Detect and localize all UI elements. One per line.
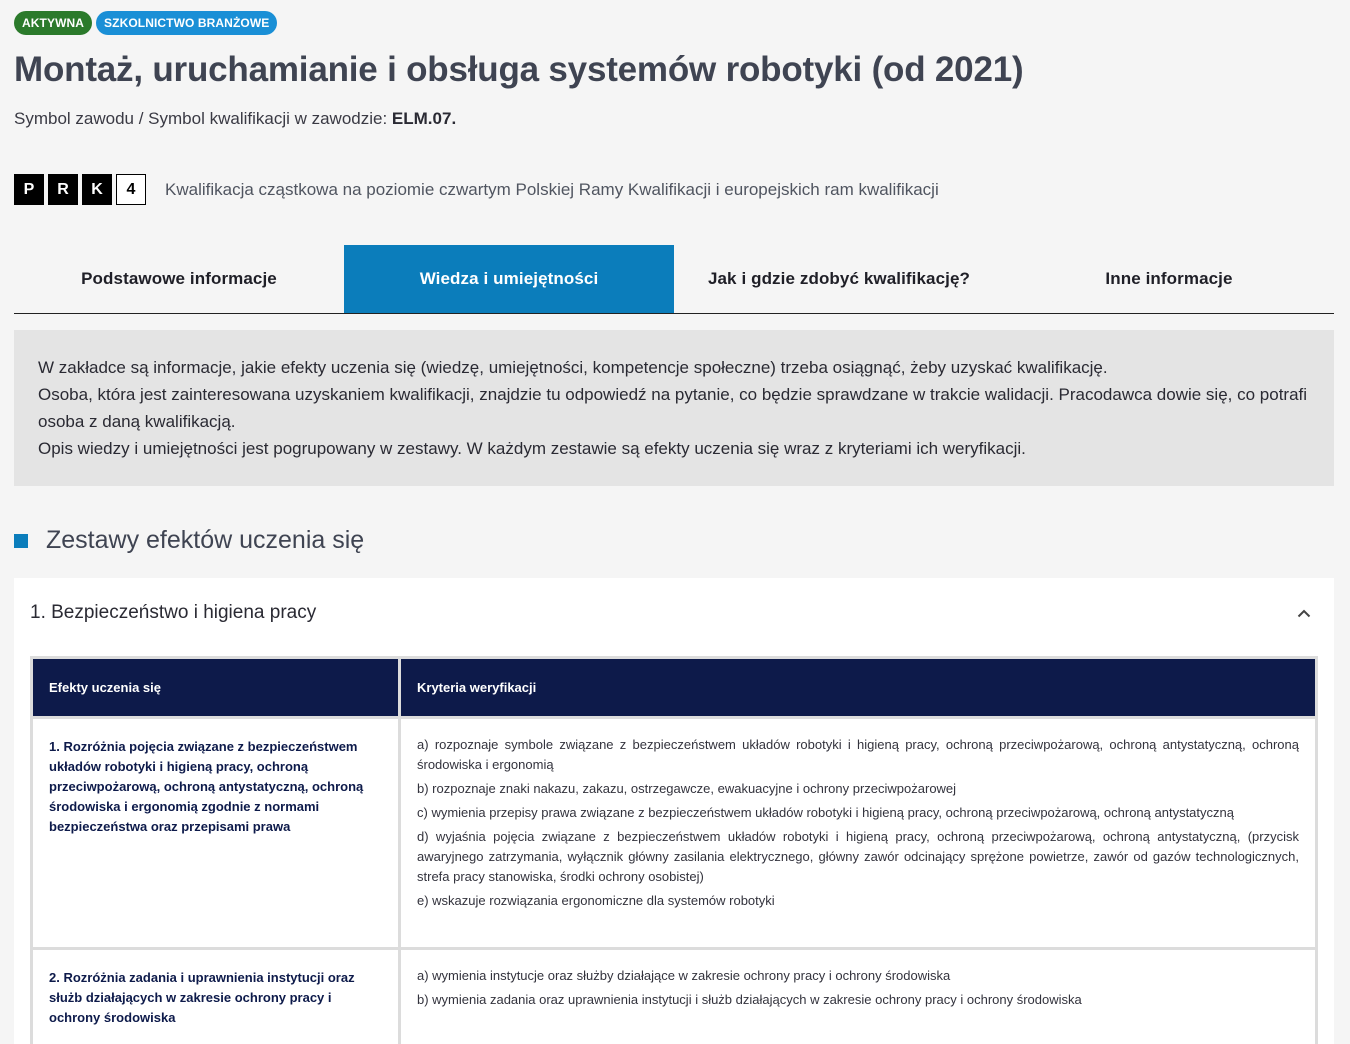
- criteria-cell: [400, 949, 1317, 1044]
- learning-effect: 2. Rozróżnia zadania i uprawnienia instytucji oraz służb działających w zakresie ochrony pracy i ochrony środowiska: [32, 949, 400, 1044]
- table-header-row: [32, 658, 1317, 718]
- criterion: b) rozpoznaje znaki nakazu, zakazu, ostrzegawcze, ewakuacyjne i ochrony przeciwpożarowej: [417, 781, 957, 796]
- criterion: c) wymienia przepisy prawa związane z bezpieczeństwem układów robotyki i higieną pracy, ochroną przeciwpożarową, ochroną antystatyczną: [417, 805, 1234, 820]
- learning-effect: 1. Rozróżnia pojęcia związane z bezpieczeństwem układów robotyki i higieną pracy, ochroną przeciwpożarową, ochroną antystatyczną, ochroną środowiska i ergonomią zgodnie z normami bezpieczeństwa oraz przepisami prawa: [32, 718, 400, 949]
- tab-other-info[interactable]: Inne informacje: [1105, 269, 1233, 288]
- table-row: [32, 718, 1317, 949]
- qualification-symbol: [14, 109, 456, 129]
- prk-level-number: 4: [116, 174, 146, 205]
- learning-set-title: 1. Bezpieczeństwo i higiena pracy: [30, 602, 317, 623]
- symbol-value: ELM.07.: [391, 109, 457, 128]
- table-row: [32, 949, 1317, 1044]
- prk-description: Kwalifikacja cząstkowa na poziomie czwartym Polskiej Ramy Kwalifikacji i europejskich ram kwalifikacji: [165, 179, 939, 199]
- tab-knowledge-skills[interactable]: Wiedza i umiejętności: [344, 245, 674, 313]
- learning-outcomes-table: [30, 656, 1318, 1044]
- badges: [14, 11, 277, 35]
- learning-set-card: [14, 578, 1334, 1044]
- info-line: Osoba, która jest zainteresowana uzyskaniem kwalifikacji, znajdzie tu odpowiedź na pytanie, co będzie sprawdzane w trakcie walidacji. Pracodawca dowie się, co potrafi osoba z daną kwalifikacją.: [38, 385, 1308, 431]
- section-heading: [14, 526, 364, 555]
- info-line: Opis wiedzy i umiejętności jest pogrupowany w zestawy. W każdym zestawie są efekty uczenia się wraz z kryteriami ich weryfikacji.: [38, 439, 1026, 458]
- column-header-effects: Efekty uczenia się: [32, 658, 400, 718]
- prk-level: [14, 174, 939, 205]
- learning-set-header[interactable]: [14, 578, 1334, 648]
- criterion: a) rozpoznaje symbole związane z bezpieczeństwem układów robotyki i higieną pracy, ochroną przeciwpożarową, ochroną antystatyczną, ochroną środowiska i ergonomią: [417, 737, 1299, 772]
- criteria-cell: [400, 718, 1317, 949]
- tab-how-to-obtain[interactable]: Jak i gdzie zdobyć kwalifikację?: [707, 269, 971, 288]
- criterion: d) wyjaśnia pojęcia związane z bezpieczeństwem układów robotyki i higieną pracy, ochroną przeciwpożarową, ochroną antystatyczną, (przycisk awaryjnego zatrzymania, wyłącznik główny zasilania elektrycznego, główny zawór odcinający sprężone powietrze, zawór od gazów technologicznych, strefa pracy stanowiska, środki ochrony osobistej): [417, 829, 1299, 884]
- criterion: a) wymienia instytucje oraz służby działające w zakresie ochrony pracy i ochrony środowiska: [417, 968, 951, 983]
- tabs: [14, 245, 1334, 314]
- prk-letter-p: P: [14, 174, 44, 205]
- section-heading-text: Zestawy efektów uczenia się: [46, 526, 365, 554]
- category-badge: SZKOLNICTWO BRANŻOWE: [96, 11, 277, 35]
- page-title: Montaż, uruchamianie i obsługa systemów robotyki (od 2021): [14, 50, 1024, 89]
- chevron-up-icon[interactable]: [1296, 605, 1312, 621]
- tab-basic-info[interactable]: Podstawowe informacje: [81, 269, 277, 288]
- prk-letter-k: K: [82, 174, 112, 205]
- column-header-criteria: Kryteria weryfikacji: [400, 658, 1317, 718]
- info-line: W zakładce są informacje, jakie efekty uczenia się (wiedzę, umiejętności, kompetencje społeczne) trzeba osiągnąć, żeby uzyskać kwalifikację.: [38, 358, 1108, 377]
- prk-letter-r: R: [48, 174, 78, 205]
- criterion: b) wymienia zadania oraz uprawnienia instytucji i służb działających w zakresie ochrony pracy i ochrony środowiska: [417, 992, 1082, 1007]
- criterion: e) wskazuje rozwiązania ergonomiczne dla systemów robotyki: [417, 893, 775, 908]
- info-box: [14, 330, 1334, 486]
- status-badge: AKTYWNA: [14, 11, 92, 35]
- symbol-label: Symbol zawodu / Symbol kwalifikacji w zawodzie:: [14, 109, 392, 128]
- square-bullet-icon: [14, 534, 28, 548]
